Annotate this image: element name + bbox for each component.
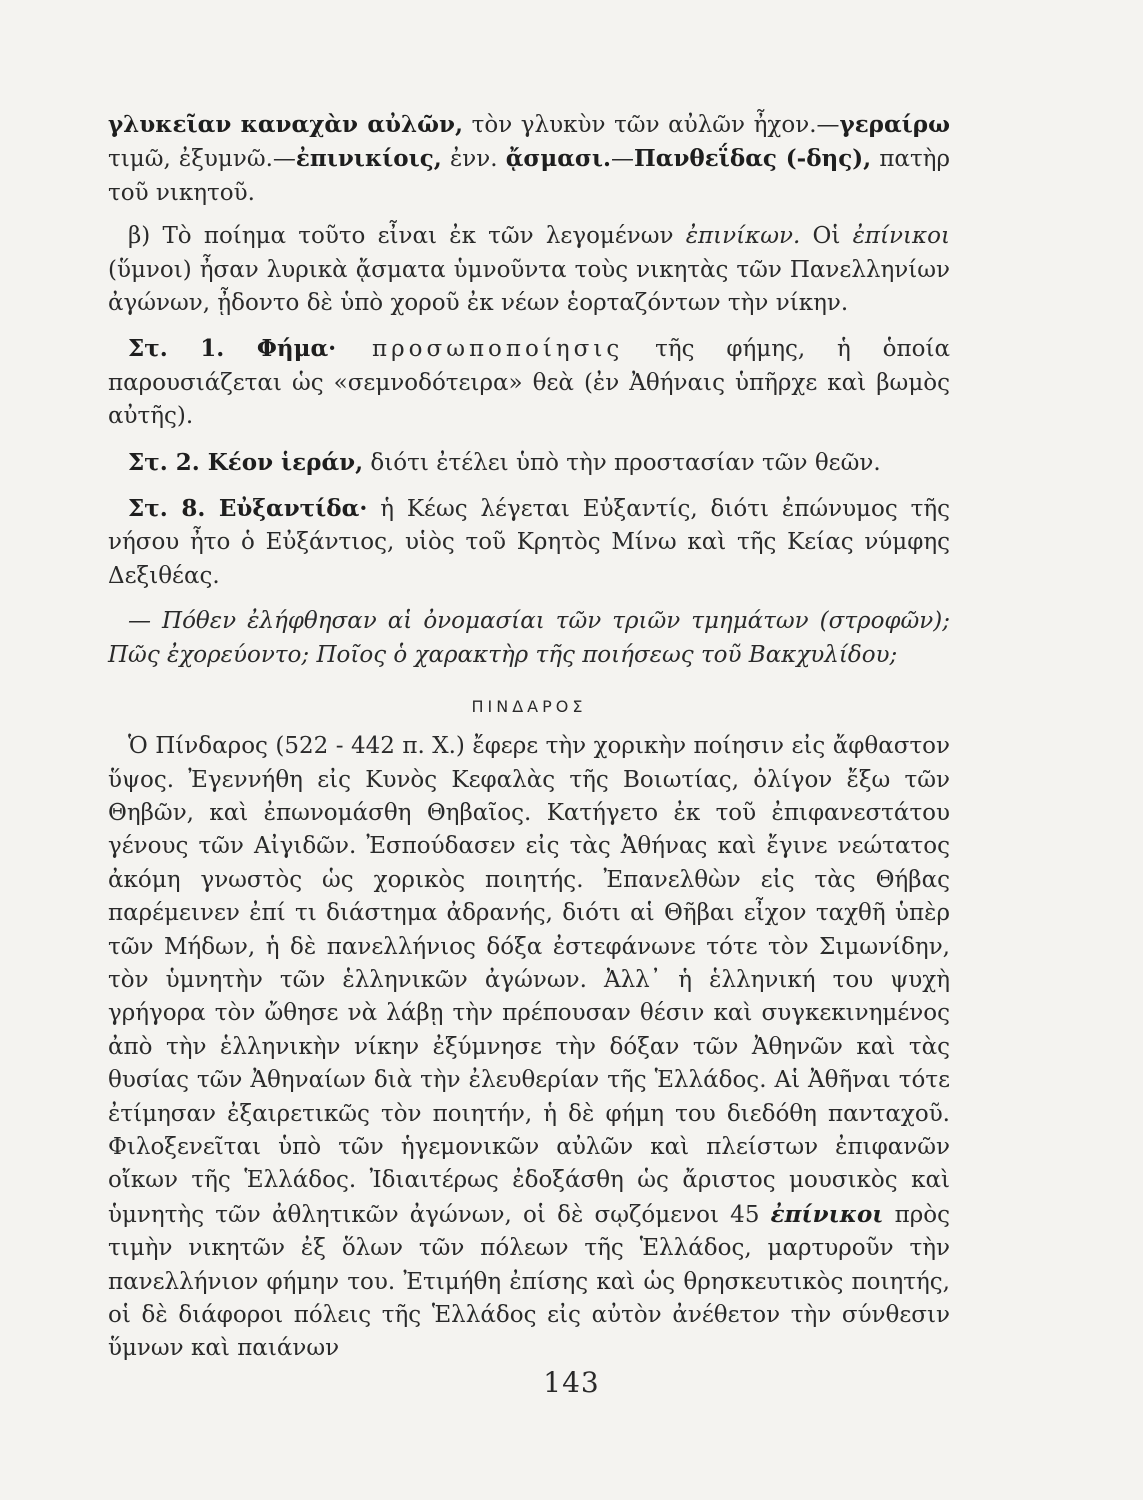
verse-note-text: διότι ἐτέλει ὑπὸ τὴν προστασίαν τῶν θεῶν. (363, 449, 881, 476)
note-beta-italic: ἐπινίκων. (685, 223, 801, 250)
verse-label: Στ. 1. Φήμα· (128, 335, 337, 363)
pindar-paragraph (108, 730, 950, 1366)
paragraph-italic: ἐπίνικοι (770, 1200, 884, 1228)
verse-note-text: τῆς φήμης, ἡ ὁποία παρουσιάζεται ὡς «σεμνοδότειρα» θεὰ (ἐν Ἀθήναις ὑπῆρχε καὶ βωμὸς αὐτῆς). (108, 336, 951, 430)
gloss-text: πατὴρ τοῦ νικητοῦ. (108, 146, 950, 206)
glossary-notes (108, 108, 950, 210)
gloss-text: ἐνν. (441, 146, 506, 173)
note-verse-2 (108, 446, 950, 480)
note-beta (108, 220, 950, 320)
gloss-term: γεραίρω (839, 111, 951, 138)
verse-label: Στ. 2. Κέον ἱεράν, (128, 448, 364, 476)
note-verse-8 (108, 492, 950, 593)
note-verse-1 (108, 332, 950, 433)
gloss-term: ᾄσμασι. (505, 145, 612, 173)
note-beta-text: β) Τὸ ποίημα τοῦτο εἶναι ἐκ τῶν λεγομένων (128, 223, 686, 250)
note-beta-italic: ἐπίνικοι (852, 223, 950, 250)
gloss-term: γλυκεῖαν καναχὰν αὐλῶν, (108, 111, 463, 138)
gloss-text: τὸν γλυκὺν τῶν αὐλῶν ἦχον.— (462, 112, 840, 138)
gloss-term: ἐπινικίοις, (295, 145, 442, 173)
verse-label: Στ. 8. Εὐξαντίδα· (128, 495, 368, 523)
spaced-term: προσωποποίησις (336, 336, 624, 363)
paragraph-text: Ὁ Πίνδαρος (522 - 442 π. Χ.) ἔφερε τὴν χορικὴν ποίησιν εἰς ἄφθαστον ὕψος. Ἐγεννήθη εἰς Κυνὸς Κεφαλὰς τῆς Βοιωτίας, ὀλίγον ἔξω τῶν Θηβῶν, καὶ ἐπωνομάσθη Θηβαῖος. Κατήγετο ἐκ τοῦ ἐπιφανεστάτου γένους τῶν Αἰγιδῶν. Ἐσπούδασεν εἰς τὰς Ἀθήνας καὶ ἔγινε νεώτατος ἀκόμη γνωστὸς ὡς χορικὸς ποιητής. Ἐπανελθὼν εἰς τὰς Θήβας παρέμεινεν ἐπί τι διάστημα ἀδρανής, διότι αἱ Θῆβαι εἶχον ταχθῆ ὑπὲρ τῶν Μήδων, ἡ δὲ πανελλήνιος δόξα ἐστεφάνωνε τότε τὸν Σιμωνίδην, τὸν ὑμνητὴν τῶν ἑλληνικῶν ἀγώνων. Ἀλλ᾽ ἡ ἑλληνική του ψυχὴ γρήγορα τὸν ὤθησε νὰ λάβῃ τὴν πρέπουσαν θέσιν καὶ συγκεκινημένος ἀπὸ τὴν ἑλληνικὴν νίκην ἐξύμνησε τὴν δόξαν τῶν Ἀθηνῶν καὶ τὰς θυσίας τῶν Ἀθηναίων διὰ τὴν ἐλευθερίαν τῆς Ἑλλάδος. Αἱ Ἀθῆναι τότε ἐτίμησαν ἐξαιρετικῶς τὸν ποιητήν, ἡ δὲ φήμη του διεδόθη πανταχοῦ. Φιλοξενεῖται ὑπὸ τῶν ἡγεμονικῶν αὐλῶν καὶ πλείστων ἐπιφανῶν οἴκων τῆς Ἑλλάδος. Ἰδιαιτέρως ἐδοξάσθη ὡς ἄριστος μουσικὸς καὶ ὑμνητὴς τῶν ἀθλητικῶν ἀγώνων, οἱ δὲ σῳζόμενοι 45 (108, 733, 950, 1228)
gloss-text: — (611, 146, 635, 173)
gloss-term: Πανθεΐδας (-δης), (634, 145, 872, 173)
paragraph-text: πρὸς τιμὴν νικητῶν ἐξ ὅλων τῶν πόλεων τῆς Ἑλλάδος, μαρτυροῦν τὴν πανελλήνιον φήμην του. Ἐτιμήθη ἐπίσης καὶ ὡς θρησκευτικὸς ποιητής, οἱ δὲ διάφοροι πόλεις τῆς Ἑλλάδος εἰς αὐτὸν ἀνέθετον τὴν σύνθεσιν ὕμνων καὶ παιάνων (108, 1201, 950, 1362)
study-question: — Πόθεν ἐλήφθησαν αἱ ὀνομασίαι τῶν τριῶν τμημάτων (στροφῶν); Πῶς ἐχορεύοντο; Ποῖος ὁ χαρακτὴρ τῆς ποιήσεως τοῦ Βακχυλίδου; (108, 608, 950, 668)
text-column (108, 108, 950, 1366)
section-heading: ΠΙΝΔΑΡΟΣ (471, 697, 587, 717)
note-beta-text: Οἱ (800, 223, 853, 250)
note-beta-text: (ὕμνοι) ἦσαν λυρικὰ ᾄσματα ὑμνοῦντα τοὺς νικητὰς τῶν Πανελληνίων ἀγώνων, ᾖδοντο δὲ ὑπὸ χοροῦ ἐκ νέων ἑορταζόντων τὴν νίκην. (108, 256, 950, 317)
verse-note-text: ἡ Κέως λέγεται Εὐξαντίς, διότι ἐπώνυμος τῆς νήσου ἦτο ὁ Εὐξάντιος, υἱὸς τοῦ Κρητὸς Μίνω καὶ τῆς Κείας νύμφης Δεξιθέας. (108, 496, 950, 589)
gloss-text: τιμῶ, ἐξυμνῶ.— (108, 146, 296, 173)
page-number: 143 (543, 1366, 600, 1399)
